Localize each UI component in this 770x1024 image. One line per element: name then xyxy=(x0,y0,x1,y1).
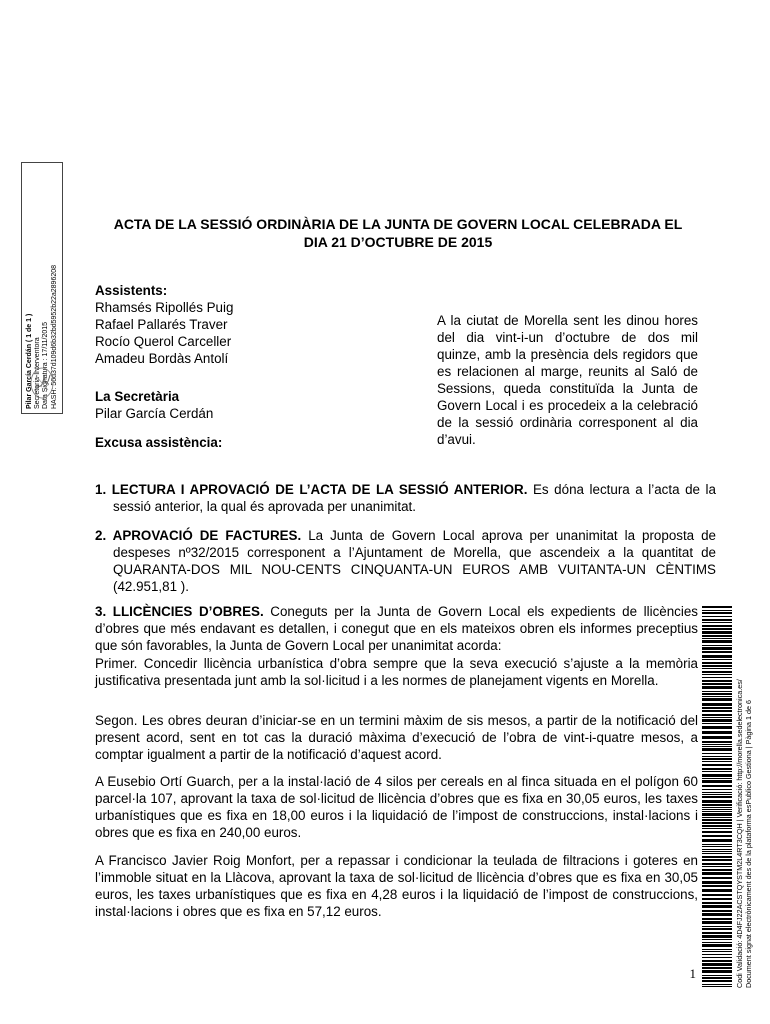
barcode-bar xyxy=(702,631,732,634)
barcode-bar xyxy=(702,758,732,760)
agenda-item-label: 3. LLICÈNCIES D’OBRES. xyxy=(95,604,264,619)
attendees-heading: Assistents: xyxy=(95,283,168,298)
barcode-bar xyxy=(702,918,732,920)
barcode-bar xyxy=(702,680,732,682)
barcode-bar xyxy=(702,741,732,743)
attendee-name: Amadeu Bordàs Antolí xyxy=(95,351,229,366)
barcode-bar xyxy=(702,696,732,697)
barcode-bar xyxy=(702,606,732,608)
barcode-bar xyxy=(702,683,732,685)
attendees-list xyxy=(95,282,395,367)
barcode-bar xyxy=(702,619,732,621)
barcode-bar xyxy=(702,774,732,777)
barcode-bar xyxy=(702,913,732,916)
barcode-bar xyxy=(702,744,732,745)
barcode-bar xyxy=(702,622,732,623)
barcode-bar xyxy=(702,778,732,779)
barcode-bar xyxy=(702,967,732,969)
barcode-bar xyxy=(702,980,732,982)
barcode-bar xyxy=(702,665,732,667)
barcode-bar xyxy=(702,885,732,887)
barcode-bar xyxy=(702,792,732,793)
attendee-name: Rafael Pallarés Traver xyxy=(95,317,228,332)
barcode-bar xyxy=(702,768,732,770)
paragraph-primer: Primer. Concedir llicència urbanística d’obra sempre que la seva execució s’ajuste a la memòria justificativa presentada junt amb la sol·licitud i a les normes de planejament vigents en Morella. xyxy=(95,656,698,688)
barcode-bar xyxy=(702,771,732,772)
barcode-bar xyxy=(702,889,732,892)
title-line-2: DIA 21 D’OCTUBRE DE 2015 xyxy=(303,234,493,250)
barcode-bar xyxy=(702,866,732,867)
barcode-bar xyxy=(702,970,732,973)
barcode-bar xyxy=(702,677,732,678)
barcode-bar xyxy=(702,671,732,673)
barcode-bar xyxy=(702,761,732,762)
barcode-bar xyxy=(702,951,732,952)
barcode-bar xyxy=(702,638,732,639)
barcode-bar xyxy=(702,785,732,787)
barcode-bar xyxy=(702,655,732,658)
barcode-bar xyxy=(702,859,732,861)
barcode-bar xyxy=(702,977,732,979)
barcode-bar xyxy=(702,707,732,709)
barcode-bar xyxy=(702,828,732,829)
agenda-item-label: 2. APROVACIÓ DE FACTURES. xyxy=(95,528,302,543)
barcode-bar xyxy=(702,616,732,617)
barcode-bar xyxy=(702,625,732,627)
barcode-bar xyxy=(702,905,732,908)
barcode-bar xyxy=(702,794,732,795)
barcode-bar xyxy=(702,726,732,729)
barcode-bar xyxy=(702,612,732,614)
barcode-bar xyxy=(702,628,732,630)
attendee-name: Rhamsés Ripollés Puig xyxy=(95,300,234,315)
excused-heading: Excusa assistència: xyxy=(95,435,223,450)
barcode-bar xyxy=(702,863,732,865)
barcode-bar xyxy=(702,839,732,842)
barcode-bar xyxy=(702,935,732,938)
barcode-bar xyxy=(702,844,732,845)
agenda-item-text: Es dóna lectura a l’acta de la sessió anterior, la qual és aprovada per unanimitat. xyxy=(113,482,716,514)
barcode-bar xyxy=(702,756,732,757)
barcode-bar xyxy=(702,645,732,646)
barcode-bar xyxy=(702,807,732,808)
barcode-bar xyxy=(702,731,732,734)
barcode-bar xyxy=(702,789,732,790)
barcode-bar xyxy=(702,822,732,824)
barcode-bar xyxy=(702,686,732,689)
barcode-bar xyxy=(702,819,732,821)
intro-paragraph: A la ciutat de Morella sent les dinou hores del dia vint-i-un d’octubre de dos mil quinze, amb la presència dels regidors que es relacionen al marge, reunits al Saló de Sessions, queda constituïda la Junta de Govern Local i es procedeix a la celebració de la sessió ordinària corresponent al dia d’avui. xyxy=(437,313,698,447)
barcode-bar xyxy=(702,984,732,985)
barcode-bar xyxy=(702,668,732,669)
barcode-bar xyxy=(702,674,732,675)
barcode-bar xyxy=(702,877,732,879)
barcode-bar xyxy=(702,894,732,896)
barcode-bar xyxy=(702,796,732,798)
secretary-heading: La Secretària xyxy=(95,389,180,404)
barcode-bar xyxy=(702,723,732,724)
barcode-bar xyxy=(702,846,732,847)
verification-text xyxy=(736,678,754,988)
barcode-bar xyxy=(702,809,732,810)
barcode-bar xyxy=(702,640,732,643)
barcode-bar xyxy=(702,942,732,943)
barcode-bar xyxy=(702,898,732,900)
barcode-bar xyxy=(702,851,732,852)
barcode-bar xyxy=(702,960,732,962)
barcode-bar xyxy=(702,719,732,722)
document-title xyxy=(96,215,700,251)
attendee-name: Rocío Querol Carceller xyxy=(95,334,232,349)
barcode-bar xyxy=(702,957,732,958)
barcode-bar xyxy=(702,610,732,611)
agenda-item-2 xyxy=(95,527,716,595)
barcode-bar xyxy=(702,659,732,660)
secretary-name: Pilar García Cerdán xyxy=(95,406,214,421)
barcode-bar xyxy=(702,872,732,875)
barcode-bar xyxy=(702,928,732,930)
barcode-bar xyxy=(702,921,732,924)
secretary-block xyxy=(95,388,395,422)
barcode-bar xyxy=(702,780,732,783)
verification-line-1: Codi Validació: 4D4FJ22ACSTQYSTM2L4RT3CQH | Verificació: http://morella.sedelectronica.es/ xyxy=(735,679,744,988)
barcode-bar xyxy=(702,849,732,850)
agenda-item-text: La Junta de Govern Local aprova per unanimitat la proposta de despeses nº32/2015 corresponent a l’Ajuntament de Morella, que ascendeix a la quantitat de QUARANTA-DOS MIL NOU-CENTS CINQUANTA-UN EUROS AMB VUITANTA-UN CÈNTIMS (42.951,81 ). xyxy=(113,528,717,594)
paragraph-license-1: A Eusebio Ortí Guarch, per a la instal·lació de 4 silos per cereals en al finca situada en el polígon 60 parcel·la 107, aprovant la taxa de sol·licitud de llicència d’obres que es fixa en 30,05 euros, les taxes urbanístiques que es fixa en 18,00 euros i la liquidació de l’impost de construccions, instal·lacions i obres que es fixa en 240,00 euros. xyxy=(95,774,698,840)
barcode-bar xyxy=(702,800,732,803)
signature-hash: HASH: 56d37d109d6b32bd5952b22a2896208 xyxy=(50,264,58,409)
barcode-bar xyxy=(702,662,732,664)
barcode-bar xyxy=(702,910,732,912)
agenda-item-3 xyxy=(95,603,698,654)
barcode-bar xyxy=(702,902,732,904)
agenda-item-text: Coneguts per la Junta de Govern Local els expedients de llicències d’obres que més endavant es detallen, i conegut que en els mateixos obren els informes preceptius que són favorables, la Junta de Govern Local per unanimitat acorda: xyxy=(95,604,698,653)
barcode-bar xyxy=(702,698,732,701)
signature-date: Data Signatura : 17/11/2015 xyxy=(42,321,50,409)
signature-box xyxy=(21,162,63,414)
barcode-bar xyxy=(702,949,732,950)
barcode-bar xyxy=(702,817,732,818)
paragraph-license-2: A Francisco Javier Roig Monfort, per a repassar i condicionar la teulada de filtracions i goteres en l’immoble situat en la Llàcova, aprovant la taxa de sol·licitud de llicència d’obres que es fixa en 30,05 euros, les taxes urbanístiques que es fixa en 4,28 euros i la liquidació de l’impost de construccions, instal·lacions i obres que es fixa en 57,12 euros. xyxy=(95,853,698,919)
barcode-bar xyxy=(702,746,732,747)
barcode-bar xyxy=(702,710,732,712)
barcode-bar xyxy=(702,736,732,739)
barcode-bar xyxy=(702,881,732,884)
barcode-bar xyxy=(702,703,732,706)
barcode-bar xyxy=(702,986,732,987)
barcode-bar xyxy=(702,651,732,653)
title-line-1: ACTA DE LA SESSIÓ ORDINÀRIA DE LA JUNTA DE GOVERN LOCAL CELEBRADA EL xyxy=(113,216,683,232)
barcode-bar xyxy=(702,813,732,816)
barcode-bar xyxy=(702,825,732,827)
agenda-item-label: 1. LECTURA I APROVACIÓ DE L’ACTA DE LA SESSIÓ ANTERIOR. xyxy=(95,482,528,497)
signature-seal-icon xyxy=(27,363,57,403)
barcode-bar xyxy=(702,714,732,716)
barcode-bar xyxy=(702,804,732,806)
barcode-bar xyxy=(702,932,732,934)
signer-role: Secretaria-Interventora xyxy=(34,337,42,409)
barcode-bar xyxy=(702,835,732,837)
barcode-bar xyxy=(702,926,732,927)
barcode-bar xyxy=(702,831,732,833)
page-number: 1 xyxy=(689,966,696,981)
barcode-bar xyxy=(702,753,732,754)
barcode-bar xyxy=(702,811,732,812)
barcode-bar xyxy=(702,856,732,858)
barcode-icon xyxy=(702,606,732,988)
barcode-bar xyxy=(702,693,732,695)
barcode-bar xyxy=(702,691,732,692)
barcode-bar xyxy=(702,975,732,976)
barcode-bar xyxy=(702,635,732,637)
barcode-bar xyxy=(702,748,732,751)
barcode-bar xyxy=(702,869,732,871)
barcode-bar xyxy=(702,853,732,854)
barcode-bar xyxy=(702,939,732,940)
signer-name: Pilar García Cerdán ( 1 de 1 ) xyxy=(26,313,33,409)
barcode-bar xyxy=(702,647,732,650)
verification-line-2: Document signat electrònicament des de la plataforma esPublico Gestiona | Pàgina 1 de 6 xyxy=(743,700,753,988)
barcode-bar xyxy=(702,944,732,947)
agenda-item-1 xyxy=(95,481,716,515)
paragraph-segon: Segon. Les obres deuran d’iniciar-se en un termini màxim de sis mesos, a partir de la notificació del present acord, sent en tot cas la duració màxima d’execució de l’obra de vint-i-quatre mesos, a comptar igualment a partir de la notificació d’aquest acord. xyxy=(95,713,698,762)
barcode-bar xyxy=(702,963,732,966)
barcode-bar xyxy=(702,764,732,766)
barcode-bar xyxy=(702,717,732,718)
barcode-bar xyxy=(702,954,732,955)
